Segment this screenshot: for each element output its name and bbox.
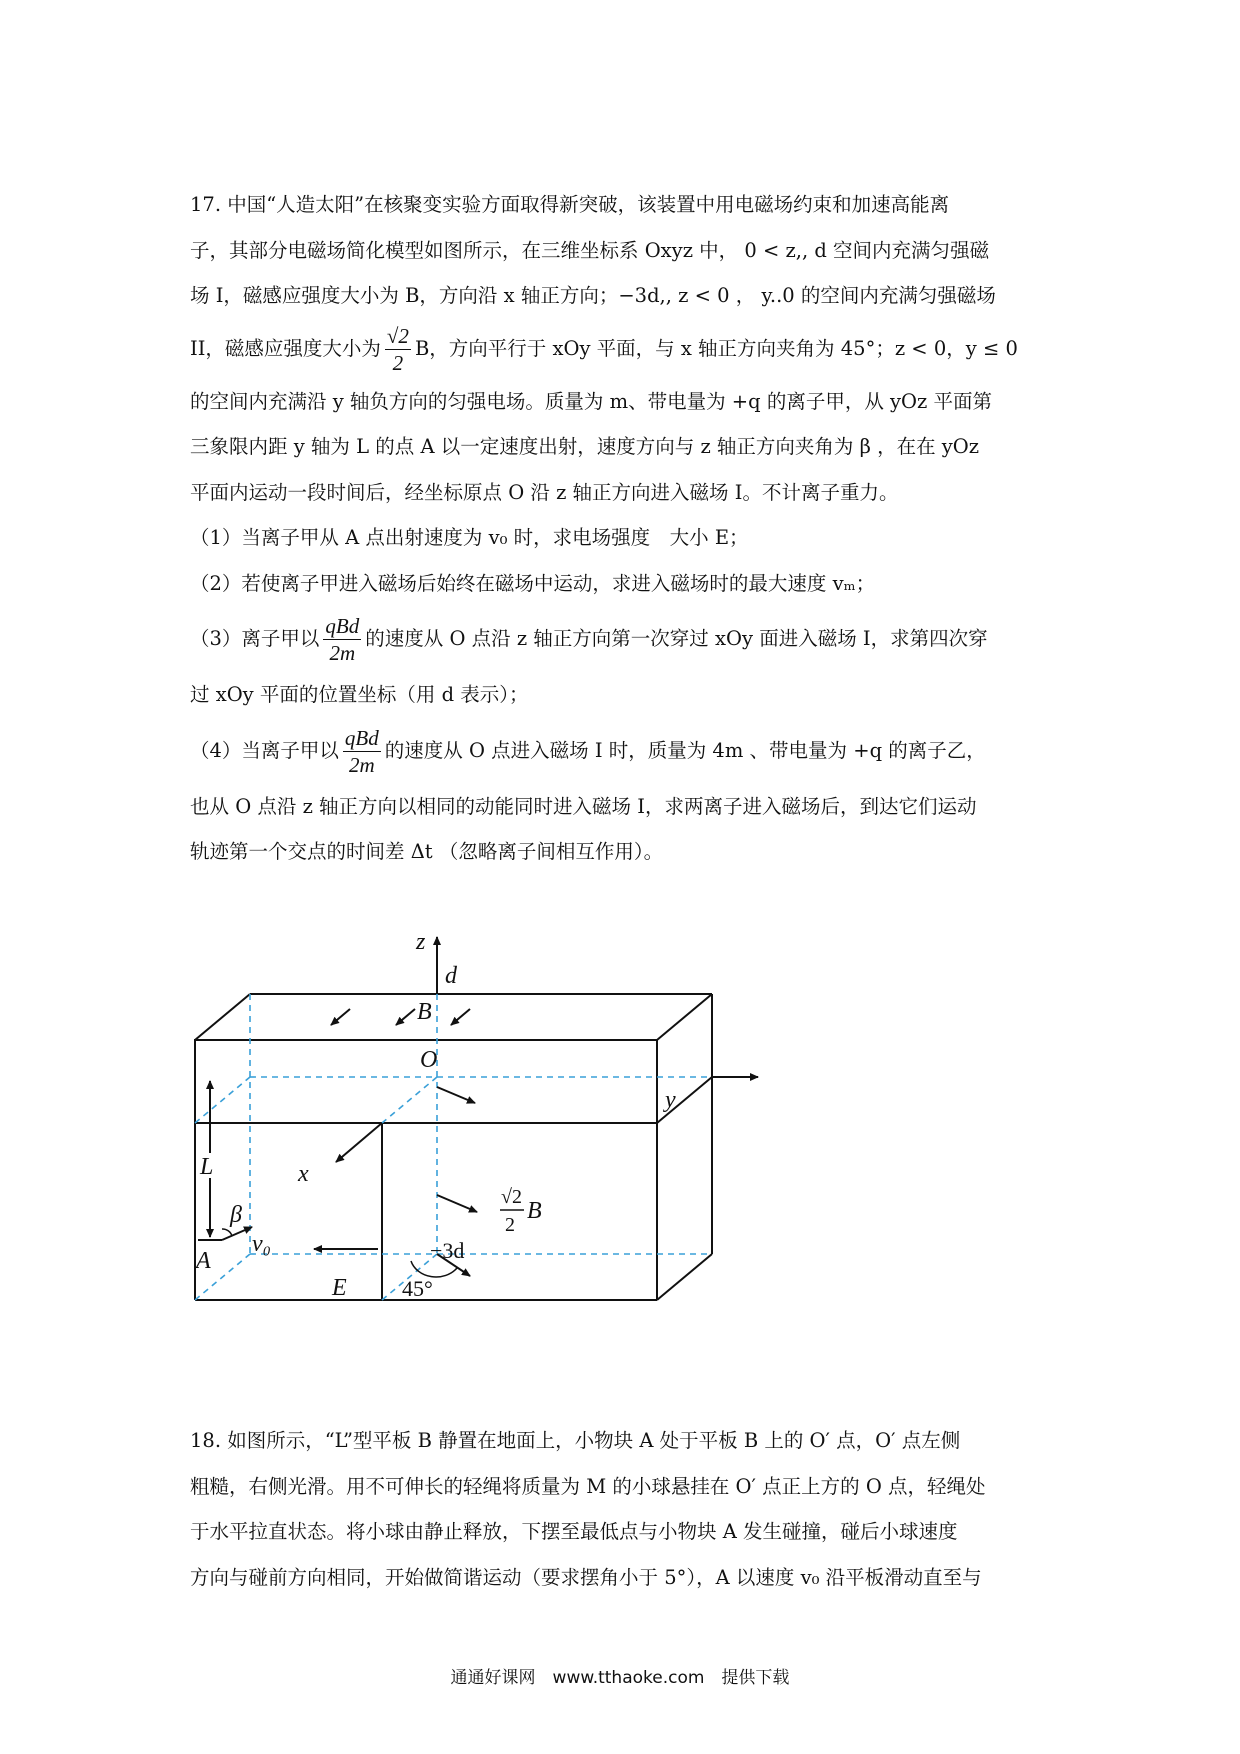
q17-line-3: 场 I，磁感应强度大小为 B，方向沿 x 轴正方向；−3d,, z < 0 ， y..0 的空间内充满匀强磁场 (190, 284, 996, 307)
q17-part-4-text-a: （4）当离子甲以 (190, 738, 339, 762)
label-v0: v₀ (252, 1231, 271, 1257)
q17-part-4-line-3: 轨迹第一个交点的时间差 Δt （忽略离子间相互作用）。 (190, 840, 664, 863)
label-beta: β (230, 1202, 242, 1228)
q17-part-2: （2）若使离子甲进入磁场后始终在磁场中运动，求进入磁场时的最大速度 vₘ； (190, 571, 876, 595)
fraction-numerator: qBd (325, 614, 360, 638)
q18-line-2: 粗糙，右侧光滑。用不可伸长的轻绳将质量为 M 的小球悬挂在 O′ 点正上方的 O 点，轻绳处 (190, 1474, 986, 1498)
fraction-qBd-over-2m (323, 613, 361, 666)
q17-part-3-text-b: 的速度从 O 点沿 z 轴正方向第一次穿过 xOy 面进入磁场 I，求第四次穿 (365, 627, 988, 650)
q17-part-3 (190, 606, 1050, 672)
label-x: x (298, 1161, 309, 1187)
q17-line-2: 子，其部分电磁场简化模型如图所示，在三维坐标系 Oxyz 中， 0 < z,, d 空间内充满匀强磁 (190, 238, 990, 262)
q17-line-4-text-a: II，磁感应强度大小为 (190, 336, 381, 360)
q17-part-3-text-a: （3）离子甲以 (190, 627, 320, 650)
q17-line-6: 三象限内距 y 轴为 L 的点 A 以一定速度出射，速度方向与 z 轴正方向夹角为 β ，在在 yOz (190, 435, 980, 458)
q17-line-5: 的空间内充满沿 y 轴负方向的匀强电场。质量为 m、带电量为 +q 的离子甲，从 yOz 平面第 (190, 389, 992, 413)
label-A: A (196, 1248, 211, 1274)
q17-part-3-line-2: 过 xOy 平面的位置坐标（用 d 表示）； (190, 683, 529, 706)
q17-part-4-text-b: 的速度从 O 点进入磁场 I 时，质量为 4m 、带电量为 +q 的离子乙， (384, 738, 986, 762)
label-E: E (332, 1275, 347, 1301)
q18-line-1: 18. 如图所示，“L”型平板 B 静置在地面上，小物块 A 处于平板 B 上的 O′ 点，O′ 点左侧 (190, 1429, 961, 1452)
page-footer: 通通好课网 www.tthaoke.com 提供下载 (450, 1668, 790, 1688)
diagram-labels (194, 929, 676, 1301)
fraction-denominator: 2 (392, 350, 404, 375)
q18-line-3: 于水平拉直状态。将小球由静止释放，下摆至最低点与小物块 A 发生碰撞，碰后小球速度 (190, 1520, 958, 1543)
label-45-degrees: 45° (402, 1276, 433, 1301)
question-17 (190, 182, 1050, 875)
label-B: B (417, 999, 432, 1025)
q17-line-1: 17. 中国“人造太阳”在核聚变实验方面取得新突破，该装置中用电磁场约束和加速高能离 (190, 193, 950, 216)
q18-line-4: 方向与碰前方向相同，开始做简谐运动（要求摆角小于 5°），A 以速度 v₀ 沿平板滑动直至与 (190, 1565, 982, 1589)
fraction-denominator: 2m (349, 752, 375, 777)
fraction-denominator: 2m (329, 641, 356, 665)
label-B-field2: B (527, 1198, 542, 1224)
question-18 (190, 1418, 1050, 1600)
label-O: O (420, 1047, 438, 1073)
q17-line-4 (190, 319, 1050, 379)
label-y: y (665, 1087, 676, 1113)
q17-line-4-text-b: B，方向平行于 xOy 平面，与 x 轴正方向夹角为 45°；z < 0，y ≤ 0 (414, 336, 1018, 360)
q17-part-1: （1）当离子甲从 A 点出射速度为 v₀ 时，求电场强度 大小 E； (190, 526, 749, 549)
magnetic-field-diagram (180, 925, 780, 1395)
label-minus-3d: −3d (430, 1238, 465, 1263)
fraction-sqrt2-over-2 (385, 323, 411, 376)
q17-line-7: 平面内运动一段时间后，经坐标原点 O 沿 z 轴正方向进入磁场 I。不计离子重力。 (190, 480, 899, 504)
q17-part-4-line-2: 也从 O 点沿 z 轴正方向以相同的动能同时进入磁场 I，求两离子进入磁场后，到达它们运动 (190, 794, 977, 818)
fraction-numerator: √2 (386, 323, 409, 348)
fraction-numerator: qBd (344, 725, 379, 750)
label-sqrt2: √2 (501, 1186, 522, 1208)
label-z: z (416, 929, 426, 955)
label-two: 2 (505, 1214, 515, 1236)
fraction-qBd-over-2m (343, 725, 381, 778)
label-d: d (445, 963, 457, 989)
q17-part-4 (190, 718, 1050, 784)
label-L: L (200, 1154, 214, 1180)
